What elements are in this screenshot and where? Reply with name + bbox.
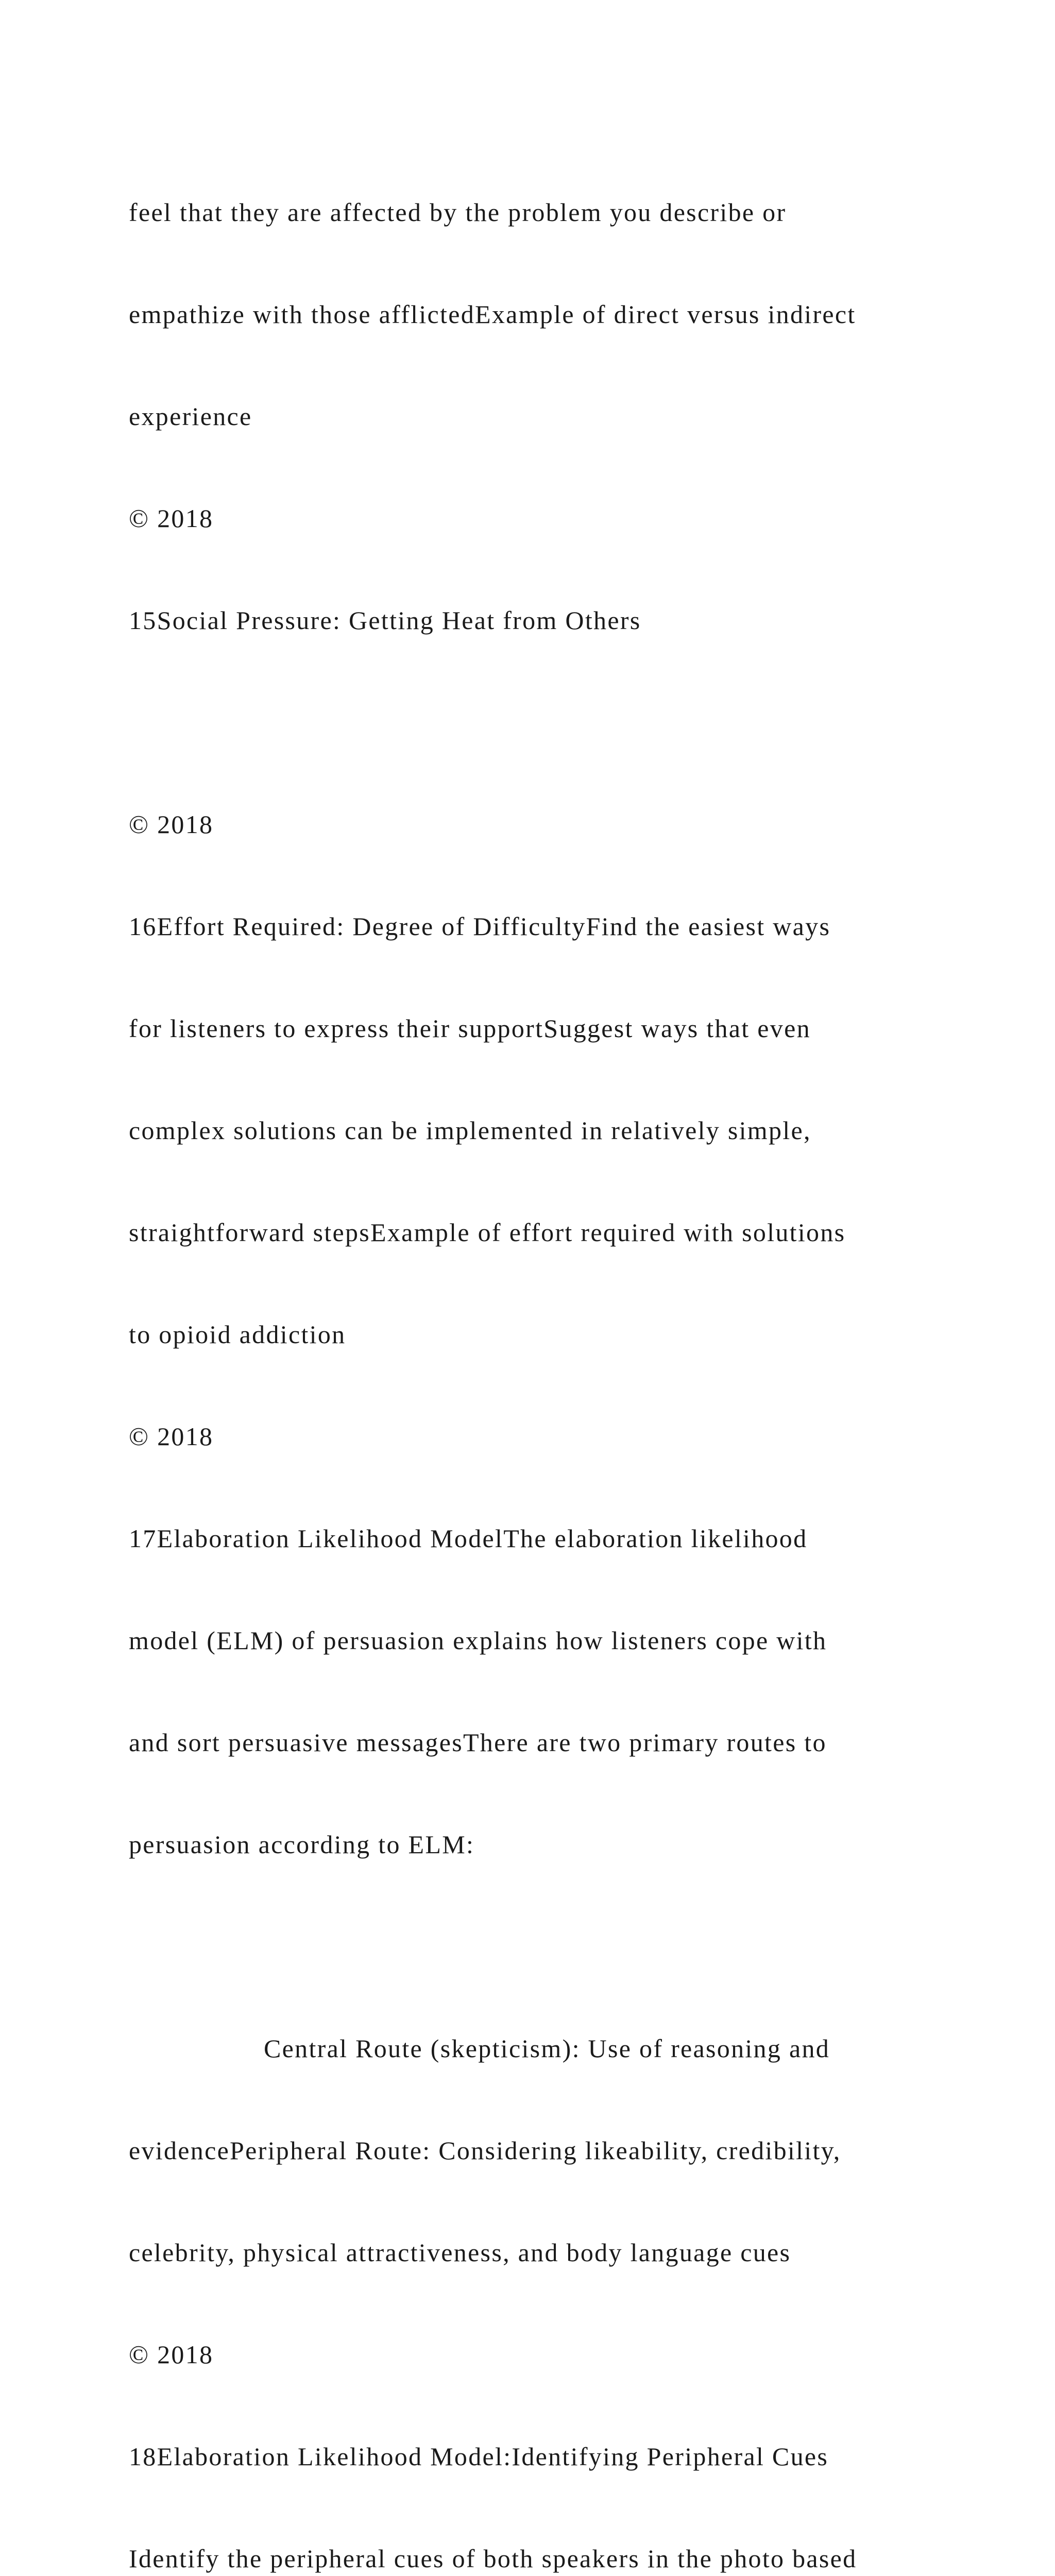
- copyright-line: © 2018: [129, 810, 214, 839]
- text-line: and sort persuasive messagesThere are two primary routes to: [129, 1728, 827, 1757]
- slide-heading: 16Effort Required: Degree of DifficultyFind the easiest ways: [129, 912, 831, 941]
- copyright-line: © 2018: [129, 1422, 214, 1451]
- text-line: feel that they are affected by the problem you describe or: [129, 198, 787, 227]
- indented-line: Central Route (skepticism): Use of reasoning and: [264, 2034, 830, 2063]
- text-line: Identify the peripheral cues of both speakers in the photo based: [129, 2544, 857, 2573]
- blank-line: [129, 705, 1046, 739]
- text-line: complex solutions can be implemented in relatively simple,: [129, 1116, 811, 1145]
- text-line: empathize with those afflictedExample of direct versus indirect: [129, 300, 856, 329]
- text-line: experience: [129, 402, 252, 431]
- text-line: persuasion according to ELM:: [129, 1830, 475, 1859]
- text-line: evidencePeripheral Route: Considering likeability, credibility,: [129, 2136, 841, 2165]
- text-line: for listeners to express their supportSuggest ways that even: [129, 1014, 811, 1043]
- slide-heading: 15Social Pressure: Getting Heat from Others: [129, 606, 641, 635]
- document-text: [129, 127, 1046, 2576]
- copyright-line: © 2018: [129, 2340, 214, 2369]
- text-line: straightforward stepsExample of effort required with solutions: [129, 1218, 846, 1247]
- text-line: model (ELM) of persuasion explains how listeners cope with: [129, 1626, 827, 1655]
- copyright-line: © 2018: [129, 504, 214, 533]
- blank-line: [129, 1929, 1046, 1963]
- text-line: to opioid addiction: [129, 1320, 346, 1349]
- slide-heading: 18Elaboration Likelihood Model:Identifying Peripheral Cues: [129, 2442, 829, 2471]
- text-line: celebrity, physical attractiveness, and body language cues: [129, 2238, 791, 2267]
- slide-heading: 17Elaboration Likelihood ModelThe elaboration likelihood: [129, 1524, 808, 1553]
